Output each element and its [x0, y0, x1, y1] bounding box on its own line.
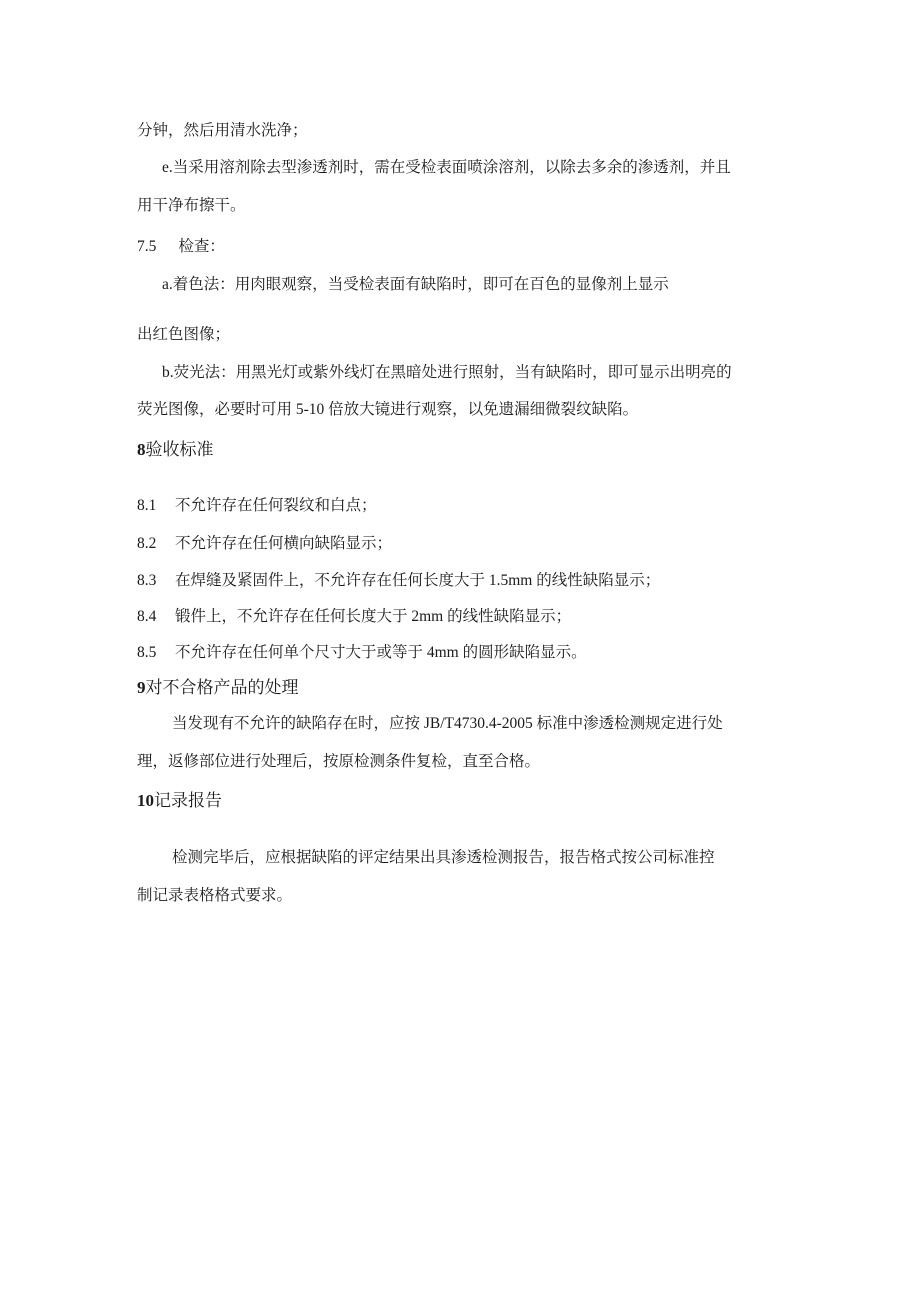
acceptance-item — [137, 643, 587, 663]
acceptance-item — [137, 534, 392, 554]
section-9-line-1: 当发现有不允许的缺陷存在时，应按 JB/T4730.4-2005 标准中渗透检测规定进行处 — [172, 715, 723, 732]
section-10-number: 10 — [137, 791, 154, 810]
section-7-5-number: 7.5 — [137, 238, 157, 255]
step-e-line-1: e.当采用溶剂除去型渗透剂时，需在受检表面喷涂溶剂，以除去多余的渗透剂，并且 — [162, 159, 731, 176]
section-10-line-2: 制记录表格格式要求。 — [137, 887, 293, 904]
acceptance-item — [137, 496, 377, 516]
step-e-line-2: 用干净布擦干。 — [137, 197, 246, 214]
acceptance-item-text: 不允许存在任何裂纹和白点； — [175, 497, 377, 514]
section-10-heading — [137, 790, 222, 812]
acceptance-item-number: 8.5 — [137, 644, 157, 661]
section-8-heading — [137, 439, 214, 461]
acceptance-item-number: 8.3 — [137, 572, 157, 589]
section-8-title: 验收标准 — [145, 440, 214, 459]
section-9-line-2: 理，返修部位进行处理后，按原检测条件复检，直至合格。 — [137, 753, 541, 770]
acceptance-item-number: 8.4 — [137, 608, 157, 625]
acceptance-item-text: 在焊缝及紧固件上，不允许存在任何长度大于 1.5mm 的线性缺陷显示； — [175, 572, 661, 589]
section-10-title: 记录报告 — [154, 791, 222, 810]
method-a-line-1: a.着色法：用肉眼观察，当受检表面有缺陷时，即可在百色的显像剂上显示 — [162, 276, 669, 293]
acceptance-item-text: 不允许存在任何横向缺陷显示； — [175, 535, 393, 552]
section-10-line-1: 检测完毕后，应根据缺陷的评定结果出具渗透检测报告，报告格式按公司标准控 — [172, 849, 715, 866]
acceptance-item-text: 不允许存在任何单个尺寸大于或等于 4mm 的圆形缺陷显示。 — [175, 644, 587, 661]
acceptance-item-text: 锻件上，不允许存在任何长度大于 2mm 的线性缺陷显示； — [175, 608, 572, 625]
acceptance-item-number: 8.1 — [137, 497, 157, 514]
section-9-number: 9 — [137, 678, 146, 697]
acceptance-item — [137, 571, 660, 591]
section-9-title: 对不合格产品的处理 — [145, 678, 299, 697]
acceptance-item-number: 8.2 — [137, 535, 157, 552]
method-b-line-1: b.荧光法：用黑光灯或紫外线灯在黑暗处进行照射，当有缺陷时，即可显示出明亮的 — [162, 364, 732, 381]
section-7-5-heading — [137, 237, 225, 257]
section-8-number: 8 — [137, 440, 146, 459]
method-a-line-2: 出红色图像； — [137, 326, 231, 343]
acceptance-item — [137, 607, 571, 627]
section-9-heading — [137, 677, 299, 699]
method-b-line-2: 荧光图像，必要时可用 5-10 倍放大镜进行观察，以免遗漏细微裂纹缺陷。 — [137, 401, 639, 418]
continuation-text: 分钟，然后用清水洗净； — [137, 122, 308, 139]
section-7-5-title: 检查： — [178, 238, 225, 255]
